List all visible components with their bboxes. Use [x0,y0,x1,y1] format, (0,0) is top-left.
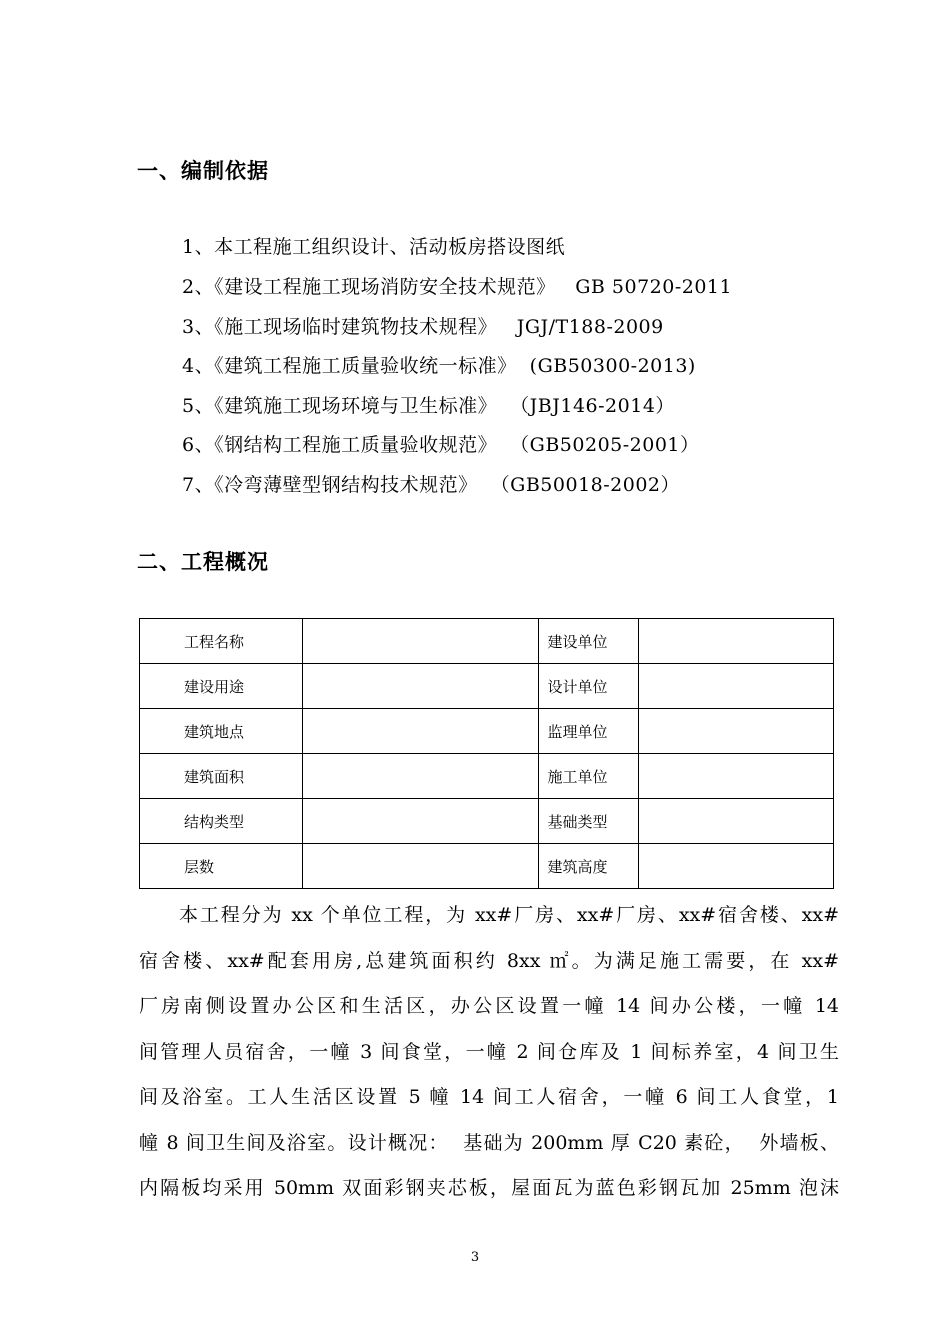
table-cell-label: 结构类型 [140,799,303,844]
paragraph-line: 间及浴室。工人生活区设置 5 幢 14 间工人宿舍，一幢 6 间工人食堂，1 [139,1086,839,1108]
table-row [140,844,834,889]
project-description-paragraph [139,893,839,1212]
table-row [140,709,834,754]
table-cell-value [639,664,834,709]
paragraph-line: 间管理人员宿舍，一幢 3 间食堂，一幢 2 间仓库及 1 间标养室，4 间卫生 [139,1040,839,1063]
table-row [140,754,834,799]
table-cell-value [639,844,834,889]
paragraph-line: 厂房南侧设置办公区和生活区，办公区设置一幢 14 间办公楼，一幢 14 [139,995,839,1017]
table-cell-value [302,709,539,754]
paragraph-line: 内隔板均采用 50mm 双面彩钢夹芯板，屋面瓦为蓝色彩钢瓦加 25mm 泡沫 [139,1177,839,1199]
table-cell-label: 建筑面积 [140,754,303,799]
table-cell-label: 工程名称 [140,619,303,664]
table-cell-label: 建设用途 [140,664,303,709]
table-cell-label: 施工单位 [539,754,639,799]
reference-item: 5、《建筑施工现场环境与卫生标准》 （JBJ146-2014） [182,395,675,417]
table-cell-label: 监理单位 [539,709,639,754]
table-cell-label: 层数 [140,844,303,889]
table-cell-value [639,619,834,664]
paragraph-line: 幢 8 间卫生间及浴室。设计概况： 基础为 200mm 厚 C20 素砼， 外墙板、 [139,1131,839,1154]
reference-item: 7、《冷弯薄壁型钢结构技术规范》 （GB50018-2002） [182,474,681,496]
table-cell-label: 建筑地点 [140,709,303,754]
page-number: 3 [470,1250,480,1265]
reference-item: 2、《建设工程施工现场消防安全技术规范》 GB 50720-2011 [182,276,733,298]
table-cell-value [639,754,834,799]
table-row [140,619,834,664]
reference-item: 4、《建筑工程施工质量验收统一标准》 (GB50300-2013) [182,355,696,377]
section-heading-overview: 二、工程概况 [137,550,269,574]
table-cell-label: 建筑高度 [539,844,639,889]
table-cell-value [302,754,539,799]
reference-item: 3、《施工现场临时建筑物技术规程》 JGJ/T188-2009 [182,316,664,338]
table-row [140,799,834,844]
table-row [140,664,834,709]
table-cell-value [302,799,539,844]
table-cell-value [639,799,834,844]
paragraph-line: 本工程分为 xx 个单位工程，为 xx#厂房、xx#厂房、xx#宿舍楼、xx# [179,904,839,926]
table-cell-value [639,709,834,754]
project-info-table [139,618,834,889]
reference-item: 6、《钢结构工程施工质量验收规范》 （GB50205-2001） [182,434,700,456]
table-cell-label: 基础类型 [539,799,639,844]
table-cell-label: 建设单位 [539,619,639,664]
section-heading-basis: 一、编制依据 [137,159,269,183]
paragraph-line: 宿舍楼、xx#配套用房,总建筑面积约 8xx ㎡。为满足施工需要，在 xx# [139,949,839,972]
table-cell-label: 设计单位 [539,664,639,709]
reference-item: 1、本工程施工组织设计、活动板房搭设图纸 [182,236,566,258]
table-cell-value [302,844,539,889]
table-cell-value [302,619,539,664]
table-cell-value [302,664,539,709]
